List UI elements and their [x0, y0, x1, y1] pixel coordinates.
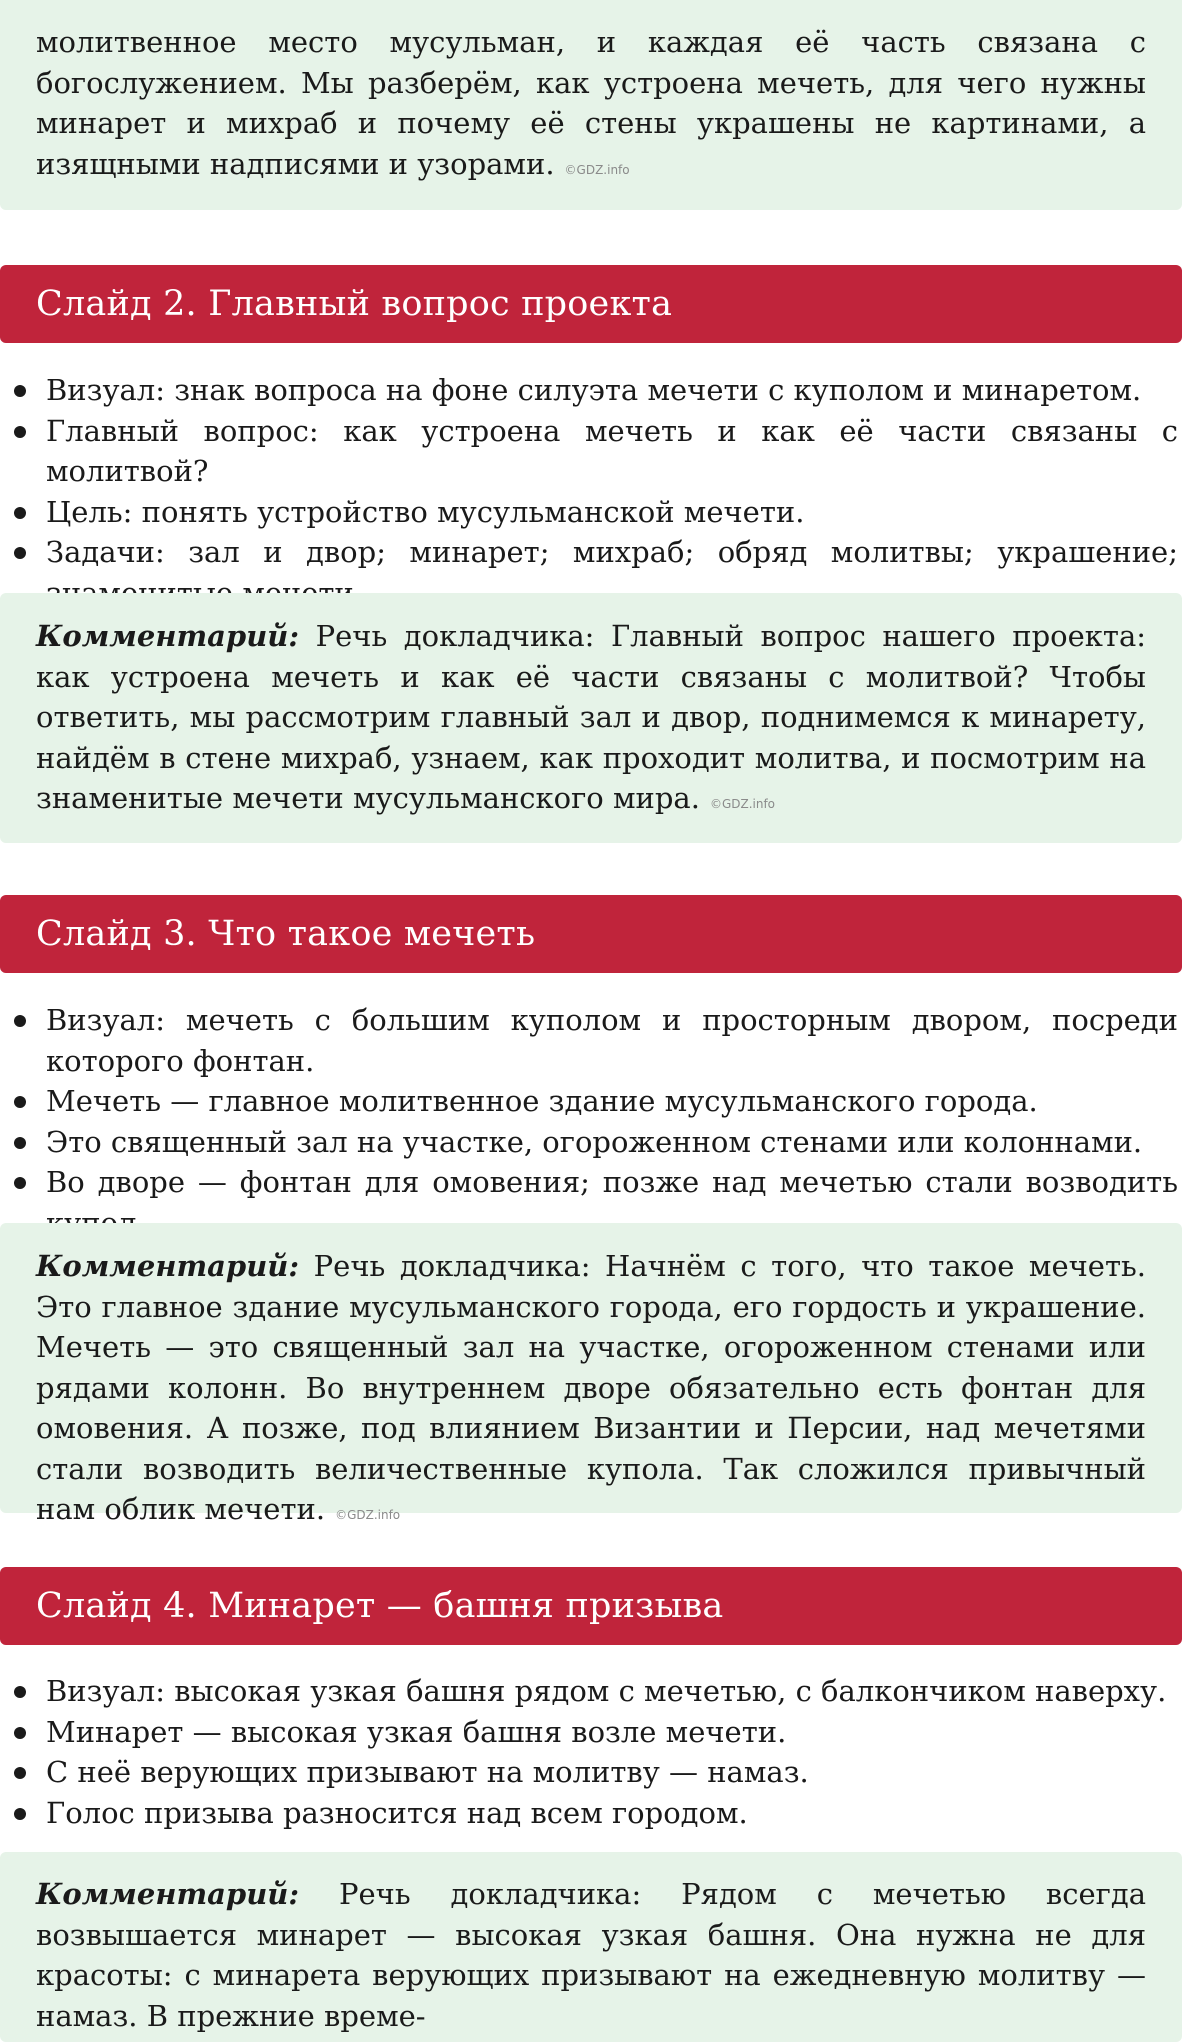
bullet-dot-icon	[14, 1767, 26, 1779]
bullet-item: Голос призыва разносится над всем городом.	[0, 1793, 1182, 1834]
bullet-item: Мечеть — главное молитвенное здание мусульманского города.	[0, 1081, 1182, 1122]
slide-4-comment	[36, 1874, 1146, 2036]
slide-3-comment-box	[0, 1223, 1182, 1526]
slide-4-title: Слайд 4. Минарет — башня призыва	[36, 1586, 724, 1626]
watermark: ©GDZ.info	[564, 162, 630, 177]
comment-text: Речь докладчика: Главный вопрос нашего проекта: как устроена мечеть и как её части связаны с молитвой? Чтобы ответить, мы рассмотрим главный зал и двор, поднимемся к минарету, найдём в стене михраб, узнаем, как проходит молитва, и посмотрим на знаменитые мечети мусульманского мира.	[36, 619, 1146, 815]
bullet-dot-icon	[14, 1686, 26, 1698]
bullet-dot-icon	[14, 426, 26, 438]
bullet-item: Визуал: знак вопроса на фоне силуэта мечети с куполом и минаретом.	[0, 370, 1182, 411]
slide-2-bullets	[0, 370, 1182, 613]
watermark: ©GDZ.info	[335, 1508, 401, 1522]
slide-4-comment-box	[0, 1852, 1182, 2042]
bullet-dot-icon	[14, 385, 26, 397]
intro-comment-box	[0, 0, 1182, 210]
bullet-dot-icon	[14, 1177, 26, 1189]
slide-2-comment	[36, 616, 1146, 825]
bullet-dot-icon	[14, 1015, 26, 1027]
slide-3-bullets	[0, 1000, 1182, 1243]
bullet-item: Главный вопрос: как устроена мечеть и как её части связаны с молитвой?	[0, 411, 1182, 492]
comment-text: Речь докладчика: Рядом с мечетью всегда возвышается минарет — высокая узкая башня. Она нужна не для красоты: с минарета верующих призывают на ежедневную молитву — намаз. В прежние време-	[36, 1877, 1146, 2033]
comment-text: Речь докладчика: Начнём с того, что такое мечеть. Это главное здание мусульманского города, его гордость и украшение. Мечеть — это священный зал на участке, огороженном стенами или рядами колонн. Во внутреннем дворе обязательно есть фонтан для омовения. А позже, под влиянием Византии и Персии, над мечетями стали возводить величественные купола. Так сложился привычный нам облик мечети.	[36, 1249, 1147, 1526]
intro-text: молитвенное место мусульман, и каждая её часть связана с богослужением. Мы разберём, как устроена мечеть, для чего нужны минарет и михраб и почему её стены украшены не картинами, а изящными надписями и узорами.	[36, 25, 1146, 181]
bullet-dot-icon	[14, 547, 26, 559]
slide-4-header	[0, 1567, 1182, 1645]
bullet-item: Визуал: мечеть с большим куполом и просторным двором, посреди которого фонтан.	[0, 1000, 1182, 1081]
bullet-dot-icon	[14, 1808, 26, 1820]
slide-2-comment-box	[0, 593, 1182, 843]
bullet-item: Это священный зал на участке, огороженном стенами или колоннами.	[0, 1122, 1182, 1163]
slide-2-title: Слайд 2. Главный вопрос проекта	[36, 284, 673, 324]
bullet-item: Визуал: высокая узкая башня рядом с мечетью, с балкончиком наверху.	[0, 1671, 1182, 1712]
bullet-dot-icon	[14, 1096, 26, 1108]
intro-paragraph	[36, 22, 1146, 190]
bullet-item: Цель: понять устройство мусульманской мечети.	[0, 492, 1182, 533]
slide-3-header	[0, 895, 1182, 973]
bullet-item: Во дворе — фонтан для омовения; позже над мечетью стали возводить	[0, 1162, 1182, 1243]
slide-2-header	[0, 265, 1182, 343]
bullet-dot-icon	[14, 1727, 26, 1739]
slide-3-comment	[36, 1246, 1146, 1536]
comment-label: Комментарий:	[36, 1877, 300, 1911]
watermark: ©GDZ.info	[709, 797, 776, 811]
bullet-item: С неё верующих призывают на молитву — намаз.	[0, 1752, 1182, 1793]
bullet-item: Минарет — высокая узкая башня возле мечети.	[0, 1712, 1182, 1753]
bullet-item: Задачи: зал и двор; минарет; михраб; обряд молитвы; украшение;	[0, 532, 1182, 613]
bullet-dot-icon	[14, 1137, 26, 1149]
comment-label: Комментарий:	[36, 1249, 300, 1283]
comment-label: Комментарий:	[36, 619, 300, 653]
bullet-dot-icon	[14, 507, 26, 519]
slide-3-title: Слайд 3. Что такое мечеть	[36, 914, 536, 954]
slide-4-bullets	[0, 1671, 1182, 1833]
